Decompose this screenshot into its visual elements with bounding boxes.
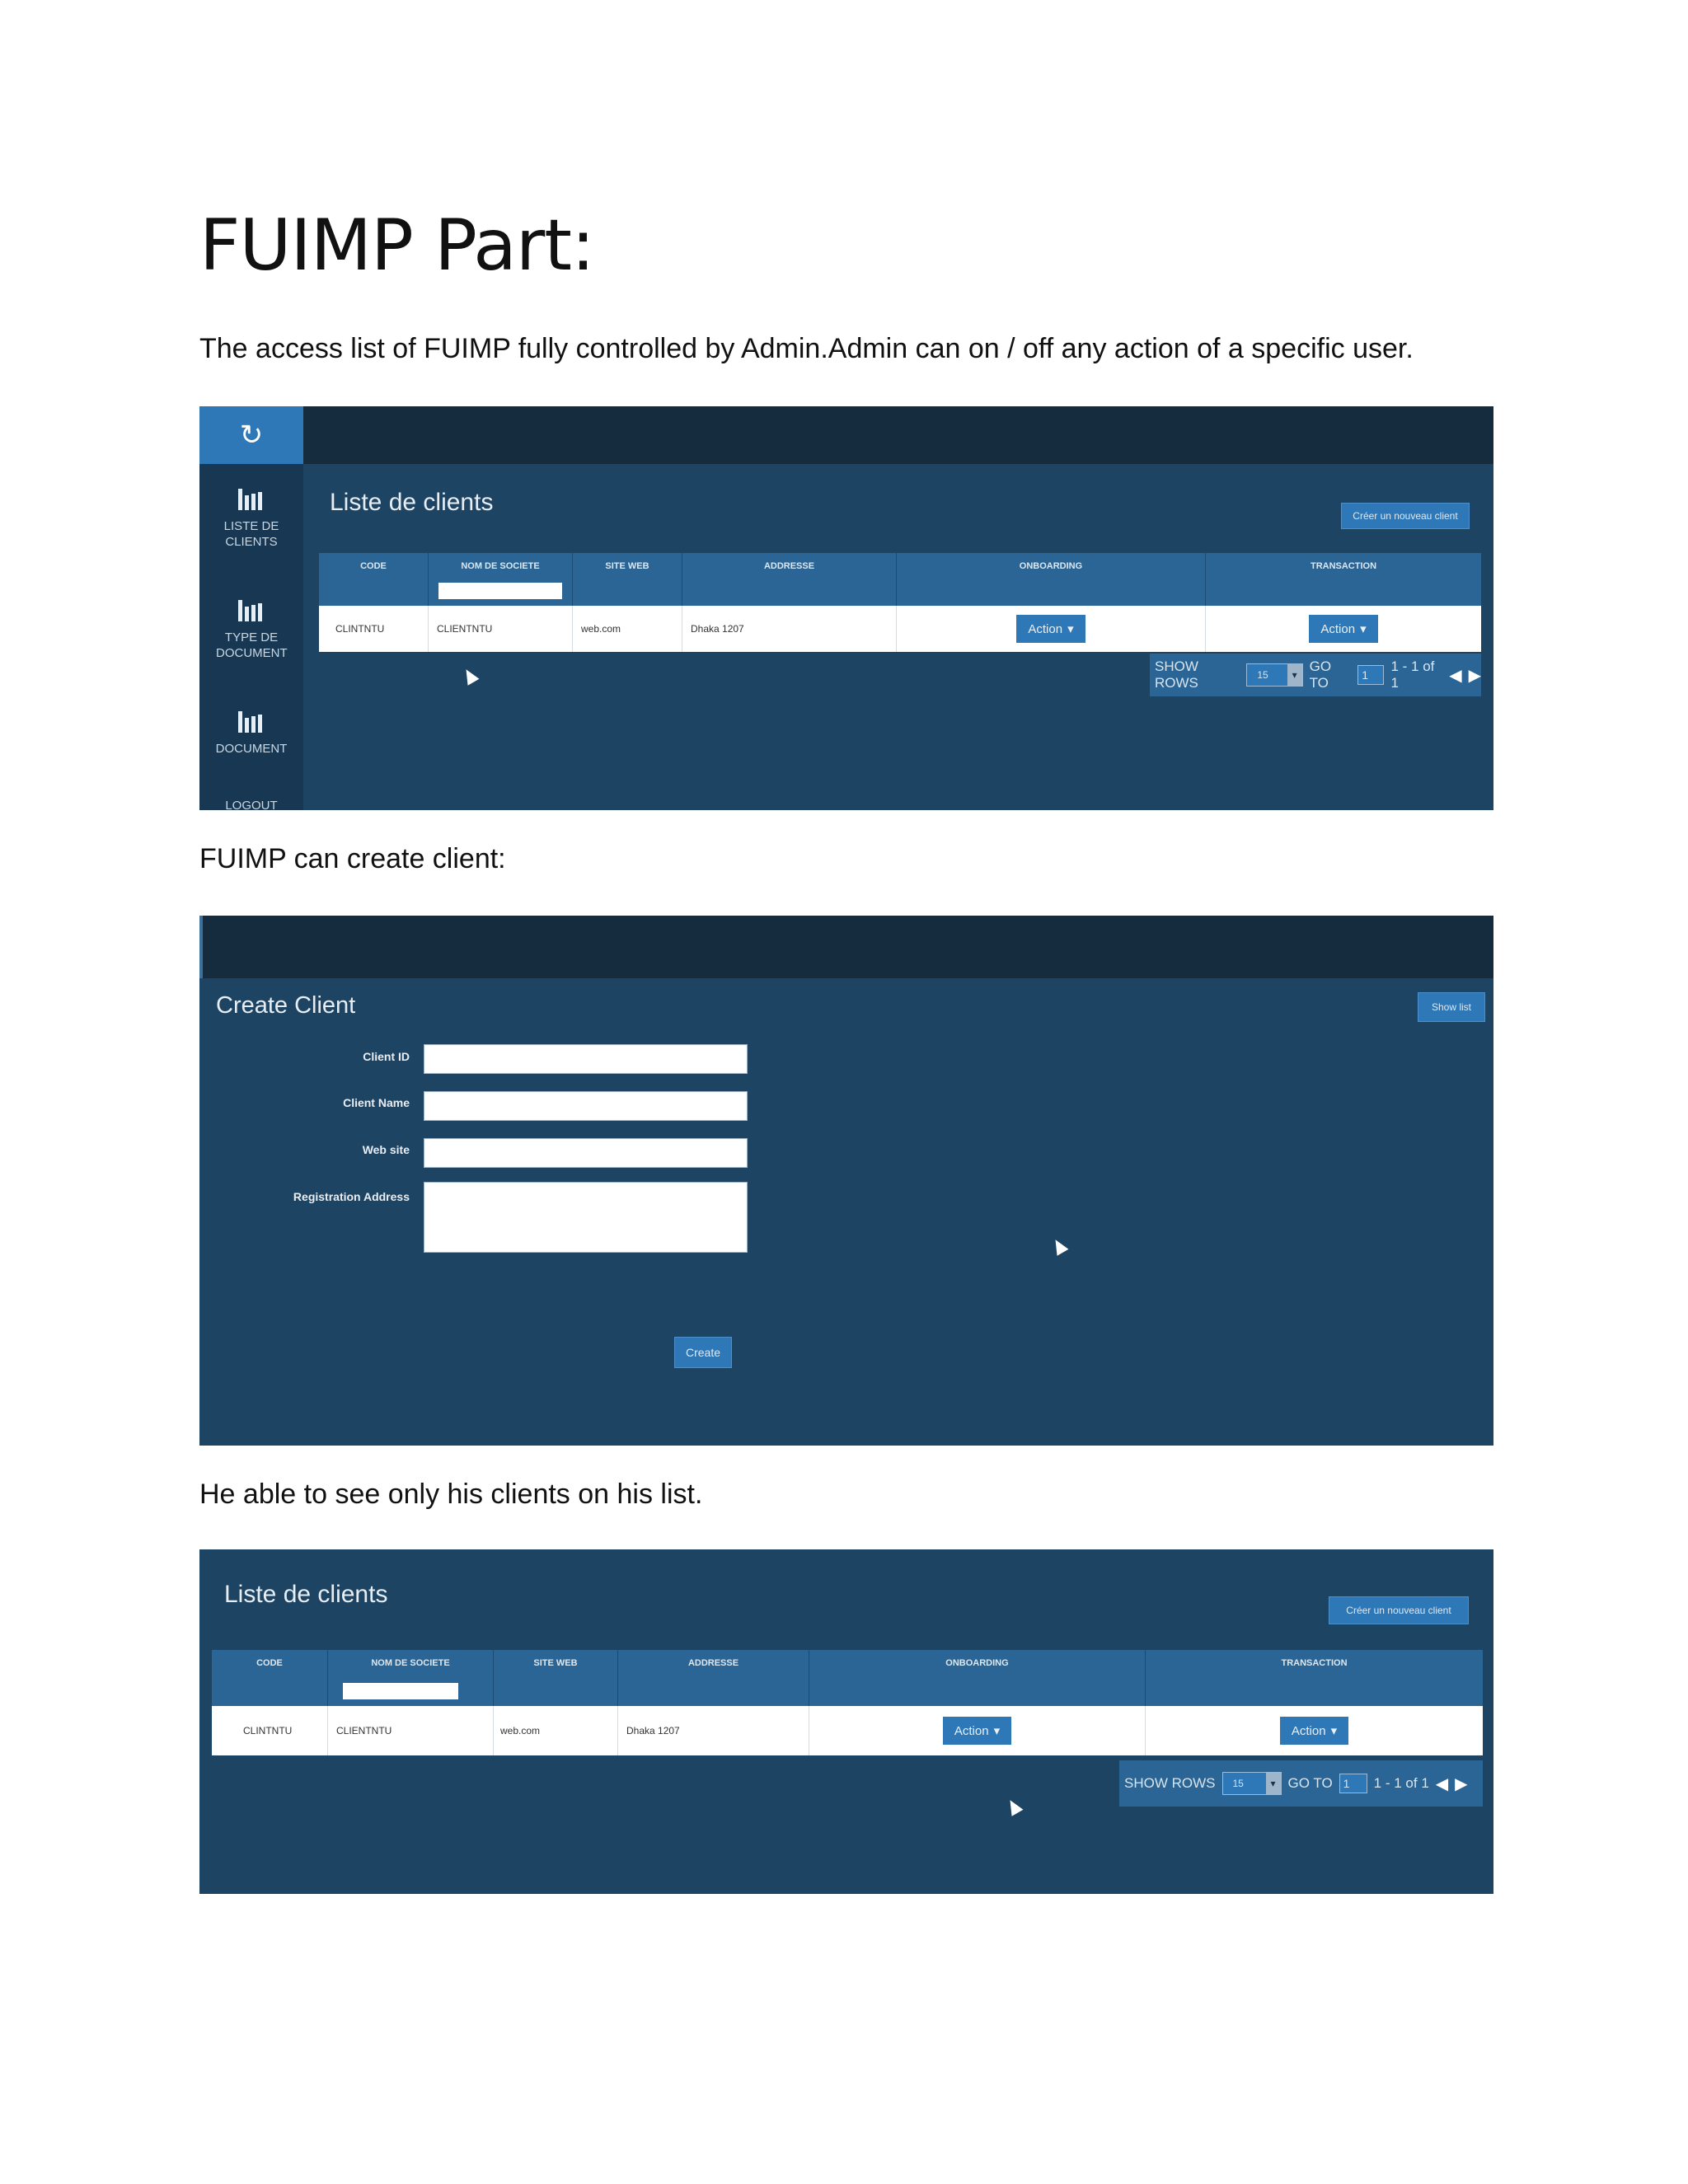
client-id-label: Client ID: [363, 1050, 410, 1063]
page-title: FUIMP Part:: [199, 204, 594, 287]
column-header-nom-de-societe[interactable]: [429, 553, 573, 606]
cell-transaction: [1206, 606, 1481, 652]
sidebar-item-label: TYPE DE DOCUMENT: [216, 630, 288, 660]
registration-address-label: Registration Address: [293, 1190, 410, 1203]
sidebar-item-document[interactable]: [199, 711, 303, 757]
name-filter-input[interactable]: [343, 1683, 458, 1699]
column-header-site-web[interactable]: SITE WEB: [573, 553, 682, 606]
column-header-code[interactable]: CODE: [212, 1650, 328, 1706]
onboarding-action-button[interactable]: [1016, 615, 1085, 643]
caret-down-icon: ▾: [1360, 622, 1367, 636]
column-header-transaction[interactable]: TRANSACTION: [1310, 561, 1377, 571]
caret-down-icon: ▾: [993, 1724, 1001, 1738]
action-label: Action: [1320, 621, 1356, 636]
top-bar: [199, 406, 1493, 464]
table-row: [319, 606, 1481, 652]
cell-code: CLINTNTU: [212, 1706, 328, 1755]
action-label: Action: [1028, 621, 1063, 636]
action-label: Action: [954, 1723, 989, 1738]
sidebar-item-label: LOGOUT: [225, 799, 278, 810]
client-id-input[interactable]: [424, 1044, 748, 1074]
client-list-screenshot-fuimp: [199, 1549, 1493, 1894]
goto-page-input[interactable]: 1: [1357, 665, 1384, 685]
transaction-action-button[interactable]: [1309, 615, 1377, 643]
page-range: 1 - 1 of 1: [1373, 1775, 1429, 1791]
client-list-screenshot-admin: [199, 406, 1493, 810]
cell-site: web.com: [573, 606, 682, 652]
cell-onboarding: [897, 606, 1206, 652]
column-header-onboarding[interactable]: ONBOARDING: [897, 553, 1206, 606]
column-header-transaction[interactable]: TRANSACTION: [1281, 1658, 1348, 1668]
goto-label: GO TO: [1309, 658, 1332, 691]
column-header-label: NOM DE SOCIETE: [461, 561, 540, 571]
column-header-onboarding[interactable]: ONBOARDING: [809, 1650, 1146, 1706]
chevron-down-icon: ▾: [1287, 664, 1302, 686]
table-header: [319, 553, 1481, 606]
bars-icon: [238, 711, 265, 734]
name-filter-input[interactable]: [438, 583, 562, 599]
prev-page-icon[interactable]: ◀: [1449, 666, 1462, 685]
mouse-cursor-icon: [1005, 1797, 1024, 1816]
page-range: 1 - 1 of 1: [1390, 658, 1435, 691]
sidebar-item-liste-de-clients[interactable]: [199, 489, 303, 550]
caret-down-icon: ▾: [1330, 1724, 1338, 1738]
next-page-icon[interactable]: ▶: [1455, 1774, 1468, 1793]
show-rows-label: SHOW ROWS: [1155, 658, 1198, 691]
cell-site: web.com: [494, 1706, 618, 1755]
cell-address: Dhaka 1207: [682, 606, 897, 652]
list-title: Liste de clients: [224, 1581, 388, 1608]
clients-table: [319, 553, 1481, 652]
column-header-nom-de-societe[interactable]: [328, 1650, 494, 1706]
create-caption: FUIMP can create client:: [199, 843, 506, 874]
table-row: [212, 1706, 1483, 1755]
sidebar-item-type-de-document[interactable]: [199, 600, 303, 661]
sidebar-item-logout[interactable]: [199, 798, 303, 810]
column-header-addresse[interactable]: ADDRESSE: [618, 1650, 809, 1706]
loading-icon[interactable]: ↻: [199, 406, 303, 464]
show-rows-label: SHOW ROWS: [1124, 1775, 1216, 1791]
goto-label: GO TO: [1287, 1775, 1333, 1791]
rows-value: 15: [1257, 669, 1268, 681]
cell-code: CLINTNTU: [319, 606, 429, 652]
transaction-action-button[interactable]: [1280, 1717, 1348, 1745]
clients-table: [212, 1650, 1483, 1755]
cell-onboarding: [809, 1706, 1146, 1755]
mouse-cursor-icon: [461, 666, 480, 686]
pagination-bar: [1119, 1760, 1483, 1807]
onboarding-action-button[interactable]: [943, 1717, 1011, 1745]
form-title: Create Client: [216, 992, 356, 1019]
list-title: Liste de clients: [330, 489, 494, 516]
cell-name: CLIENTNTU: [429, 606, 573, 652]
rows-per-page-select[interactable]: [1246, 663, 1302, 687]
client-name-label: Client Name: [343, 1096, 410, 1109]
prev-page-icon[interactable]: ◀: [1435, 1774, 1449, 1793]
rows-per-page-select[interactable]: [1222, 1772, 1282, 1795]
cell-name: CLIENTNTU: [328, 1706, 494, 1755]
action-label: Action: [1291, 1723, 1326, 1738]
chevron-down-icon: ▾: [1266, 1773, 1281, 1794]
cell-address: Dhaka 1207: [618, 1706, 809, 1755]
intro-paragraph: The access list of FUIMP fully controlled by Admin.Admin can on / off any action of a specific user.: [199, 333, 1414, 364]
column-header-label: NOM DE SOCIETE: [371, 1658, 450, 1668]
mouse-cursor-icon: [1050, 1236, 1069, 1256]
client-name-input[interactable]: [424, 1091, 748, 1121]
cell-transaction: [1146, 1706, 1483, 1755]
rows-value: 15: [1232, 1778, 1244, 1789]
sidebar-item-label: LISTE DE CLIENTS: [223, 519, 279, 549]
column-header-site-web[interactable]: SITE WEB: [494, 1650, 618, 1706]
bars-icon: [238, 600, 265, 623]
sidebar: [199, 464, 303, 810]
table-header: [212, 1650, 1483, 1706]
sidebar-item-label: DOCUMENT: [215, 742, 288, 756]
pagination-bar: [1150, 654, 1481, 696]
next-page-icon[interactable]: ▶: [1468, 666, 1481, 685]
bars-icon: [238, 489, 265, 512]
create-client-screenshot: [199, 916, 1493, 1446]
caret-down-icon: ▾: [1067, 622, 1074, 636]
column-header-addresse[interactable]: ADDRESSE: [682, 553, 897, 606]
list-caption: He able to see only his clients on his list.: [199, 1479, 703, 1510]
create-client-button[interactable]: Créer un nouveau client: [1341, 503, 1470, 529]
create-client-button[interactable]: Créer un nouveau client: [1329, 1596, 1469, 1624]
top-bar: [199, 916, 1493, 978]
goto-page-input[interactable]: 1: [1339, 1774, 1367, 1793]
show-list-button[interactable]: Show list: [1418, 992, 1485, 1022]
web-site-label: Web site: [362, 1143, 410, 1156]
web-site-input[interactable]: [424, 1138, 748, 1168]
column-header-code[interactable]: CODE: [319, 553, 429, 606]
registration-address-textarea[interactable]: [424, 1182, 748, 1253]
create-button[interactable]: Create: [674, 1337, 732, 1368]
